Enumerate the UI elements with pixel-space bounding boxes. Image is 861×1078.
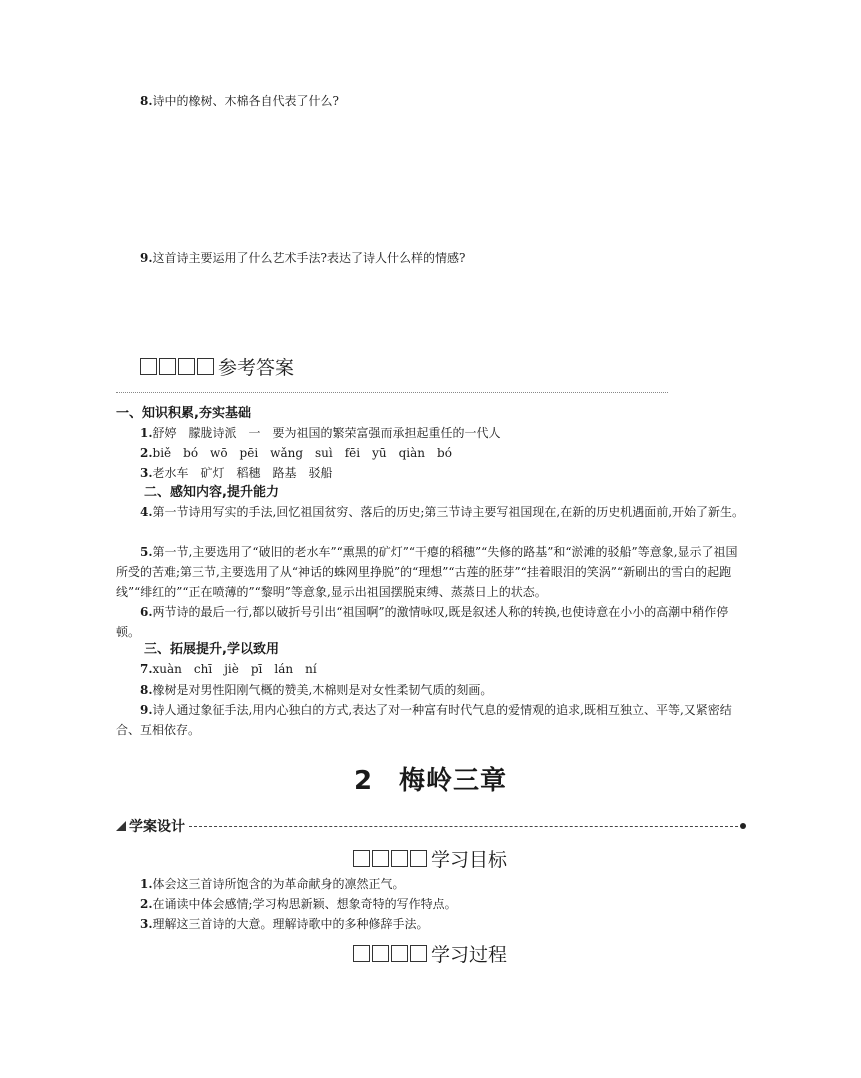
dot-icon <box>740 823 746 829</box>
answer-text: biě bó wō pēi wǎng suì fēi yū qiàn bó <box>152 446 452 460</box>
question-text: 这首诗主要运用了什么艺术手法?表达了诗人什么样的情感? <box>152 251 466 265</box>
answers-title: 参考答案 <box>218 357 295 379</box>
process-header <box>353 940 507 967</box>
question-number: 9. <box>140 251 153 265</box>
answer-number: 1. <box>140 426 153 440</box>
dotted-divider <box>116 392 668 393</box>
answer-8 <box>116 680 746 700</box>
objectives-title: 学习目标 <box>431 849 508 871</box>
objective-1 <box>140 874 405 895</box>
answer-3 <box>140 463 333 484</box>
answer-number: 6. <box>140 605 153 619</box>
answer-7 <box>140 659 317 680</box>
part3-heading: 三、拓展提升,学以致用 <box>144 642 279 657</box>
answer-5 <box>116 542 746 602</box>
objective-number: 2. <box>140 897 153 911</box>
objective-number: 1. <box>140 877 153 891</box>
question-9 <box>140 249 465 267</box>
question-text: 诗中的橡树、木棉各自代表了什么? <box>152 94 339 108</box>
objective-text: 体会这三首诗所饱含的为革命献身的凛然正气。 <box>152 877 405 891</box>
title-boxes-icon <box>353 850 429 867</box>
chapter-title <box>0 760 861 797</box>
chapter-name: 梅岭三章 <box>399 766 508 796</box>
answer-text: 诗人通过象征手法,用内心独白的方式,表达了对一种富有时代气息的爱情观的追求,既相互独立、平等,又紧密结合、互相依存。 <box>116 703 732 737</box>
answer-text: xuàn chī jiè pī lán ní <box>152 662 317 676</box>
answer-4 <box>116 502 746 522</box>
chapter-number: 2 <box>353 766 374 796</box>
question-8 <box>140 92 339 110</box>
process-title: 学习过程 <box>431 944 508 966</box>
banner-rule <box>189 826 738 827</box>
answer-number: 3. <box>140 466 153 480</box>
answer-text: 两节诗的最后一行,都以破折号引出“祖国啊”的激情咏叹,既是叙述人称的转换,也使诗意在小小的高潮中稍作停顿。 <box>116 605 729 639</box>
answer-number: 8. <box>140 683 153 697</box>
part1-heading: 一、知识积累,夯实基础 <box>116 406 251 421</box>
study-design-banner <box>116 816 746 836</box>
objectives-header <box>353 845 507 872</box>
objective-text: 在诵读中体会感情;学习构思新颖、想象奇特的写作特点。 <box>152 897 457 911</box>
triangle-icon <box>116 821 126 831</box>
answer-number: 7. <box>140 662 153 676</box>
answer-1 <box>140 423 501 444</box>
objective-3 <box>140 914 429 935</box>
answer-text: 橡树是对男性阳刚气概的赞美,木棉则是对女性柔韧气质的刻画。 <box>152 683 493 697</box>
title-boxes-icon <box>353 945 429 962</box>
objective-text: 理解这三首诗的大意。理解诗歌中的多种修辞手法。 <box>152 917 429 931</box>
answer-text: 第一节,主要选用了“破旧的老水车”“熏黑的矿灯”“干瘪的稻穗”“失修的路基”和“淤滩的驳船”等意象,显示了祖国所受的苦难;第三节,主要选用了从“神话的蛛网里挣脱”的“理想”“古莲的胚芽”“挂着眼泪的笑涡”“新刷出的雪白的起跑线”“绯红的”“正在喷薄的”“黎明”等意象,显示出祖国摆脱束缚、蒸蒸日上的状态。 <box>116 545 738 599</box>
answer-2 <box>140 443 452 464</box>
answer-number: 5. <box>140 545 153 559</box>
answer-6 <box>116 602 746 642</box>
answer-number: 4. <box>140 505 153 519</box>
part2-heading: 二、感知内容,提升能力 <box>144 485 279 500</box>
objective-number: 3. <box>140 917 153 931</box>
answer-text: 第一节诗用写实的手法,回忆祖国贫穷、落后的历史;第三节诗主要写祖国现在,在新的历史机遇面前,开始了新生。 <box>152 505 745 519</box>
answer-text: 老水车 矿灯 稻穗 路基 驳船 <box>152 466 333 480</box>
answer-number: 9. <box>140 703 153 717</box>
title-boxes-icon <box>140 358 216 375</box>
objective-2 <box>140 894 457 915</box>
banner-label: 学案设计 <box>129 819 185 835</box>
question-number: 8. <box>140 94 153 108</box>
answer-9 <box>116 700 746 740</box>
answers-header <box>140 353 294 380</box>
answer-number: 2. <box>140 446 153 460</box>
answer-text: 舒婷 朦胧诗派 一 要为祖国的繁荣富强而承担起重任的一代人 <box>152 426 501 440</box>
